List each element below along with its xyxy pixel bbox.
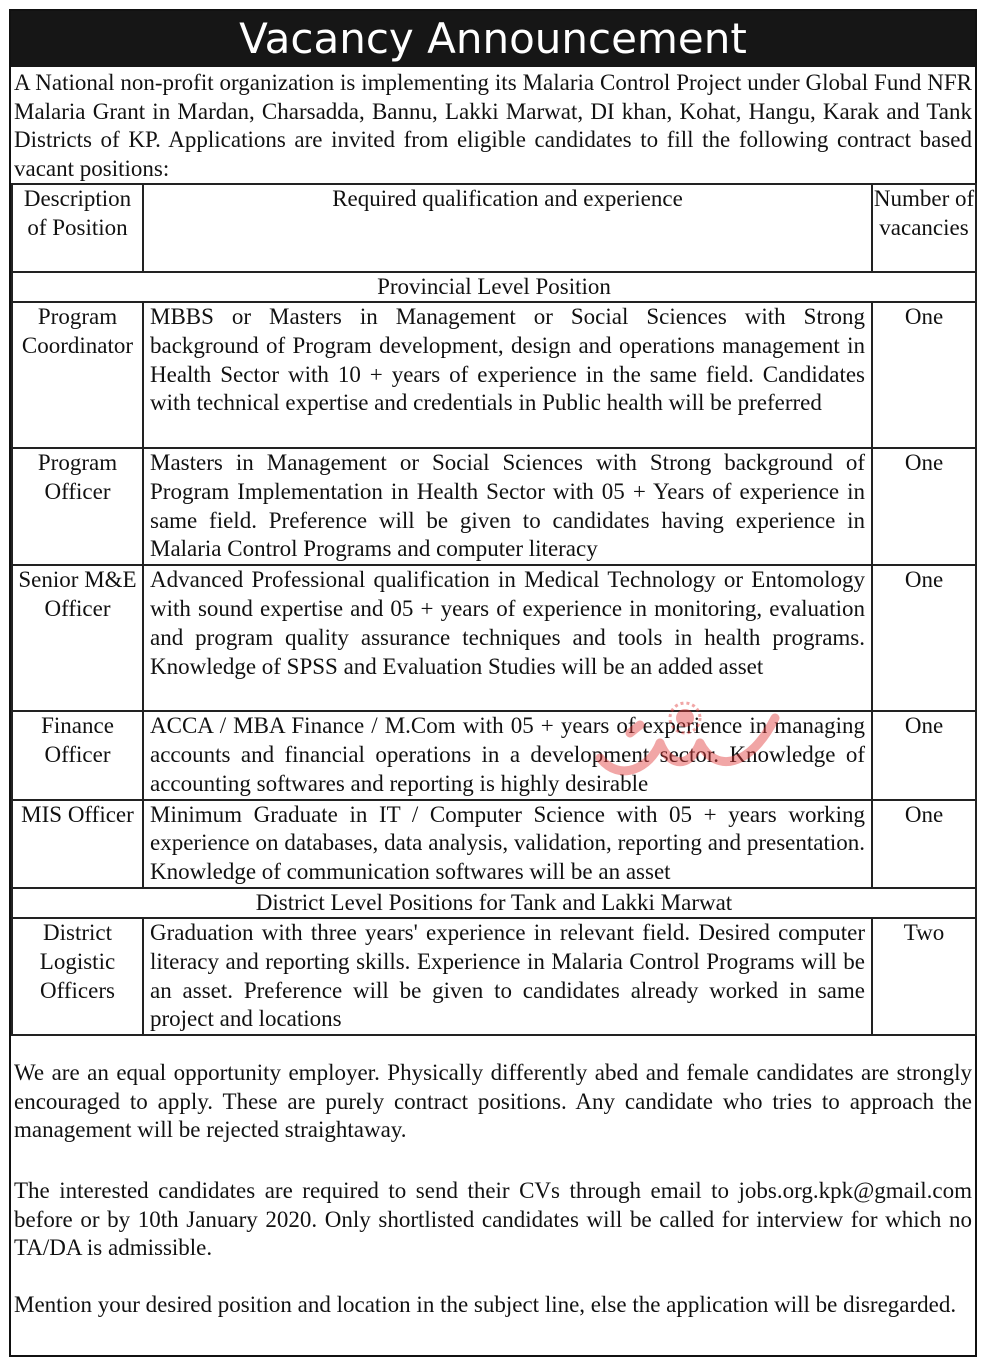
qualification-cell: Advanced Professional qualification in Medical Technology or Entomology with sound expertise and 05 + years of experience in monitoring, evaluation and program quality assurance techniques and tools in health programs. Knowledge of SPSS and Evaluation Studies will be an added asset: [143, 565, 872, 711]
position-cell: Program Officer: [12, 448, 143, 565]
vacancies-cell: One: [872, 448, 976, 565]
intro-paragraph: A National non-profit organization is implementing its Malaria Control Project under Global Fund NFR Malaria Grant in Mardan, Charsadda, Bannu, Lakki Marwat, DI khan, Kohat, Hangu, Karak and Tank Districts of KP. Applications are invited from eligible candidates to fill the following contract based vacant positions:: [14, 70, 972, 181]
qualification-cell: MBBS or Masters in Management or Social Sciences with Strong background of Program development, design and operations management in Health Sector with 10 + years of experience in the same field. Candidates with technical expertise and credentials in Public health will be preferred: [143, 302, 872, 448]
vacancy-table: [11, 183, 977, 1036]
table-row: [12, 918, 976, 1035]
section-row-district: [12, 888, 976, 918]
qualification-cell: ACCA / MBA Finance / M.Com with 05 + years of experience in managing accounts and financial operations in a development sector. Knowledge of accounting softwares and reporting is highly desirable: [143, 711, 872, 799]
position-cell: Program Coordinator: [12, 302, 143, 448]
table-row: [12, 448, 976, 565]
equal-opportunity-paragraph: We are an equal opportunity employer. Physically differently abed and female candidates are strongly encouraged to apply. These are purely contract positions. Any candidate who tries to approach the management will be rejected straightaway.: [14, 1060, 972, 1143]
section-district: District Level Positions for Tank and Lakki Marwat: [12, 888, 976, 918]
table-row: [12, 711, 976, 799]
section-row-provincial: [12, 272, 976, 302]
table-header-row: [12, 184, 976, 272]
header-qualification: Required qualification and experience: [143, 184, 872, 272]
table-row: [12, 565, 976, 711]
qualification-cell: Minimum Graduate in IT / Computer Science with 05 + years working experience on databases, data analysis, validation, reporting and presentation. Knowledge of communication softwares will be an asset: [143, 800, 872, 888]
subject-line-paragraph: Mention your desired position and location in the subject line, else the application will be disregarded.: [14, 1292, 957, 1317]
advertisement-sheet: [9, 9, 977, 1357]
table-row: [12, 800, 976, 888]
header-position: Description of Position: [12, 184, 143, 272]
section-provincial: Provincial Level Position: [12, 272, 976, 302]
vacancies-cell: One: [872, 800, 976, 888]
page-title: Vacancy Announcement: [11, 11, 975, 67]
vacancies-cell: One: [872, 302, 976, 448]
position-cell: MIS Officer: [12, 800, 143, 888]
header-vacancies: Number of vacancies: [872, 184, 976, 272]
position-cell: Finance Officer: [12, 711, 143, 799]
qualification-cell: Graduation with three years' experience in relevant field. Desired computer literacy and reporting skills. Experience in Malaria Control Programs will be an asset. Preference will be given to candidates already worked in same project and locations: [143, 918, 872, 1035]
vacancies-cell: Two: [872, 918, 976, 1035]
table-row: [12, 302, 976, 448]
qualification-cell: Masters in Management or Social Sciences with Strong background of Program Implementation in Health Sector with 05 + Years of experience in same field. Preference will be given to candidates having experience in Malaria Control Programs and computer literacy: [143, 448, 872, 565]
position-cell: Senior M&E Officer: [12, 565, 143, 711]
position-cell: District Logistic Officers: [12, 918, 143, 1035]
how-to-apply-paragraph: The interested candidates are required to send their CVs through email to jobs.org.kpk@gmail.com before or by 10th January 2020. Only shortlisted candidates will be called for interview for which no TA/DA is admissible.: [14, 1178, 972, 1261]
vacancies-cell: One: [872, 711, 976, 799]
vacancies-cell: One: [872, 565, 976, 711]
